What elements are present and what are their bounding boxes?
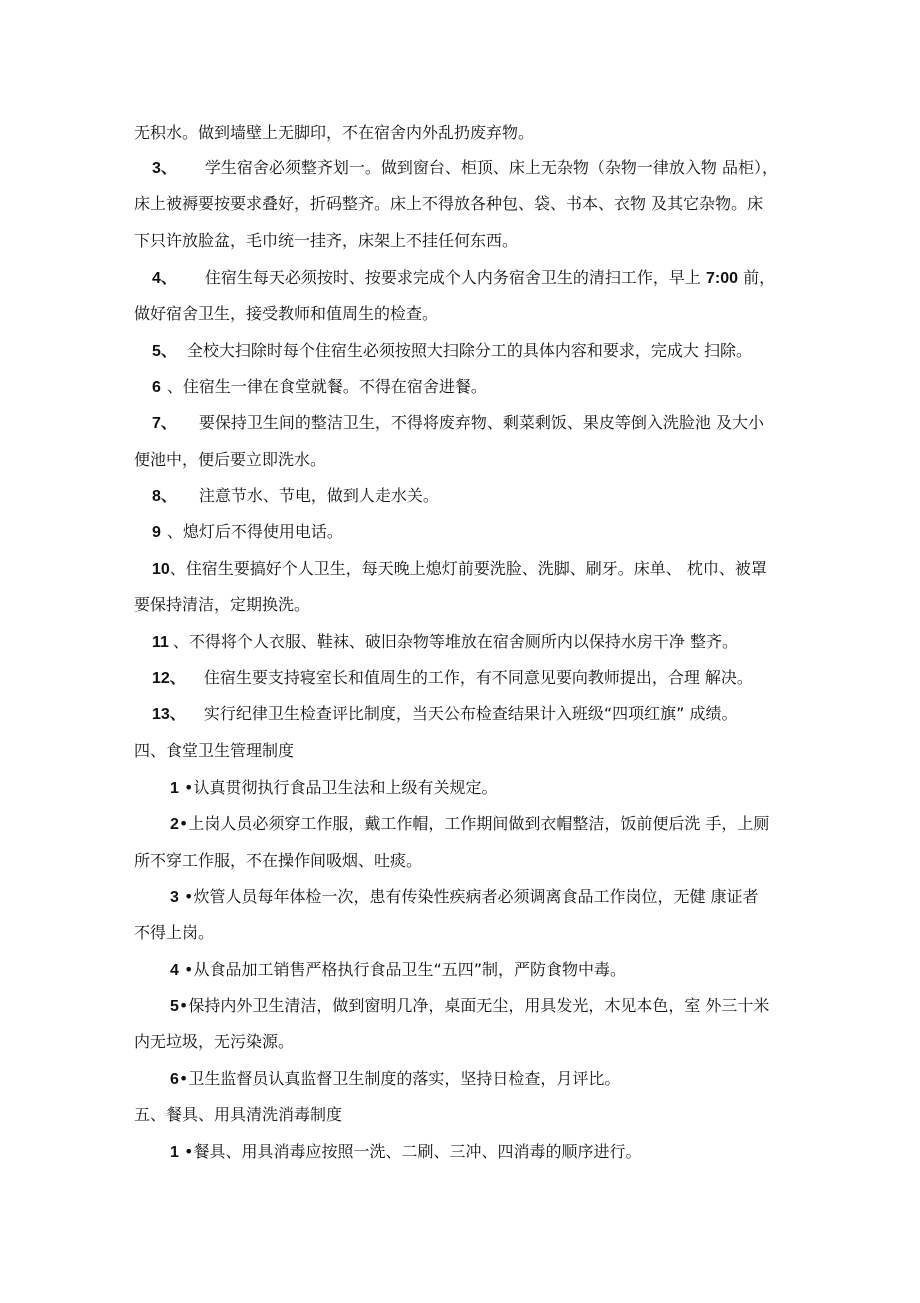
item-number: 13、 <box>152 706 186 723</box>
item-text: 住宿生要支持寝室长和值周生的工作，有不同意见要向教师提出，合理 解决。 <box>203 668 753 687</box>
item-text: 内无垃圾，无污染源。 <box>134 1032 295 1051</box>
item-text: 不得上岗。 <box>134 923 215 942</box>
item-text: 注意节水、节电，做到人走水关。 <box>198 486 439 505</box>
item-number: 6 <box>170 1071 179 1088</box>
item-text: •炊管人员每年体检一次，患有传染性疾病者必须调离食品工作岗位，无健 康证者 <box>184 887 759 906</box>
item-text: 做好宿舍卫生，接受教师和值周生的检查。 <box>134 304 439 323</box>
item-text: 所不穿工作服，不在操作间吸烟、吐痰。 <box>134 851 423 870</box>
list-item <box>152 631 738 654</box>
item-text: •保持内外卫生清洁，做到窗明几净，桌面无尘，用具发光，木见本色，室 外三十米 <box>178 996 770 1015</box>
item-text: •卫生监督员认真监督卫生制度的落实，坚持日检查，月评比。 <box>178 1069 621 1088</box>
item-text: •餐具、用具消毒应按照一洗、二刷、三冲、四消毒的顺序进行。 <box>184 1142 642 1161</box>
item-number: 9 <box>152 524 161 541</box>
item-number: 10 <box>152 561 170 578</box>
item-number: 3、 <box>152 160 177 177</box>
list-item-continuation <box>134 594 310 616</box>
item-number: 4 <box>170 962 179 979</box>
list-item <box>152 412 764 435</box>
item-text: 学生宿舍必须整齐划一。做到窗台、柜顶、床上无杂物（杂物一律放入物 品柜）， <box>204 158 778 177</box>
item-number: 8、 <box>152 488 177 505</box>
list-item <box>170 1068 620 1091</box>
item-number: 5 <box>170 998 179 1015</box>
item-text: •从食品加工销售严格执行食品卫生“五四”制，严防食物中毒。 <box>184 960 627 979</box>
item-text: 床上被褥要按要求叠好，折码整齐。床上不得放各种包、袋、书本、衣物 及其它杂物。床 <box>134 194 764 213</box>
list-item <box>170 777 497 800</box>
list-item <box>170 813 769 836</box>
item-text: •认真贯彻执行食品卫生法和上级有关规定。 <box>184 778 498 797</box>
list-item <box>152 485 439 508</box>
item-text: 要保持卫生间的整洁卫生，不得将废弃物、剩菜剩饭、果皮等倒入洗脸池 及大小 <box>198 413 764 432</box>
list-item <box>152 157 778 180</box>
list-item <box>170 1141 641 1164</box>
item-text: 实行纪律卫生检查评比制度，当天公布检查结果计入班级“四项红旗” 成绩。 <box>203 704 738 723</box>
item-text: •上岗人员必须穿工作服，戴工作帽，工作期间做到衣帽整洁，饭前便后洗 手，上厕 <box>178 814 770 833</box>
list-item <box>152 558 767 581</box>
list-item-continuation <box>134 449 326 471</box>
list-item <box>152 521 343 544</box>
list-item <box>152 703 737 726</box>
list-item-continuation <box>134 850 422 872</box>
item-number: 3 <box>170 889 179 906</box>
item-text: 、熄灯后不得使用电话。 <box>166 522 343 541</box>
list-item <box>152 376 487 399</box>
section-heading <box>134 740 294 762</box>
item-text: 、住宿生一律在食堂就餐。不得在宿舍进餐。 <box>166 377 487 396</box>
section-heading <box>134 1104 342 1126</box>
paragraph-line <box>134 122 534 144</box>
list-item <box>152 267 775 290</box>
list-item <box>170 959 626 982</box>
item-number: 1 <box>170 1144 179 1161</box>
list-item-continuation <box>134 193 763 215</box>
item-text: 住宿生每天必须按时、按要求完成个人内务宿舍卫生的清扫工作，早上 <box>204 268 701 287</box>
list-item-continuation <box>134 303 438 325</box>
item-number: 11 <box>152 634 169 651</box>
section-title: 五、餐具、用具清洗消毒制度 <box>134 1105 343 1124</box>
item-number: 2 <box>170 816 179 833</box>
item-text: 便池中，便后要立即洗水。 <box>134 450 327 469</box>
list-item <box>152 667 753 690</box>
item-text: 、住宿生要搞好个人卫生，每天晚上熄灯前要洗脸、洗脚、刷牙。床单、 枕巾、被罩 <box>169 559 767 578</box>
list-item-continuation <box>134 922 214 944</box>
list-item <box>170 995 769 1018</box>
list-item-continuation <box>134 230 518 252</box>
item-number: 7、 <box>152 415 177 432</box>
item-text: 下只许放脸盆，毛巾统一挂齐，床架上不挂任何东西。 <box>134 231 519 250</box>
item-text: 前， <box>743 268 776 287</box>
item-number: 12、 <box>152 670 186 687</box>
item-text: 要保持清洁，定期换洗。 <box>134 595 311 614</box>
item-number: 5、 <box>152 343 177 360</box>
item-text: 、不得将个人衣服、鞋袜、破旧杂物等堆放在宿舍厕所内以保持水房干净 整齐。 <box>172 632 739 651</box>
paragraph-text: 无积水。做到墙壁上无脚印，不在宿舍内外乱扔废弃物。 <box>134 123 535 142</box>
item-text: 全校大扫除时每个住宿生必须按照大扫除分工的具体内容和要求，完成大 扫除。 <box>186 341 752 360</box>
time-value: 7:00 <box>706 270 739 287</box>
list-item <box>170 886 759 909</box>
item-number: 4、 <box>152 270 177 287</box>
list-item <box>152 340 752 363</box>
section-title: 四、食堂卫生管理制度 <box>134 741 295 760</box>
item-number: 6 <box>152 379 161 396</box>
item-number: 1 <box>170 780 179 797</box>
list-item-continuation <box>134 1031 294 1053</box>
